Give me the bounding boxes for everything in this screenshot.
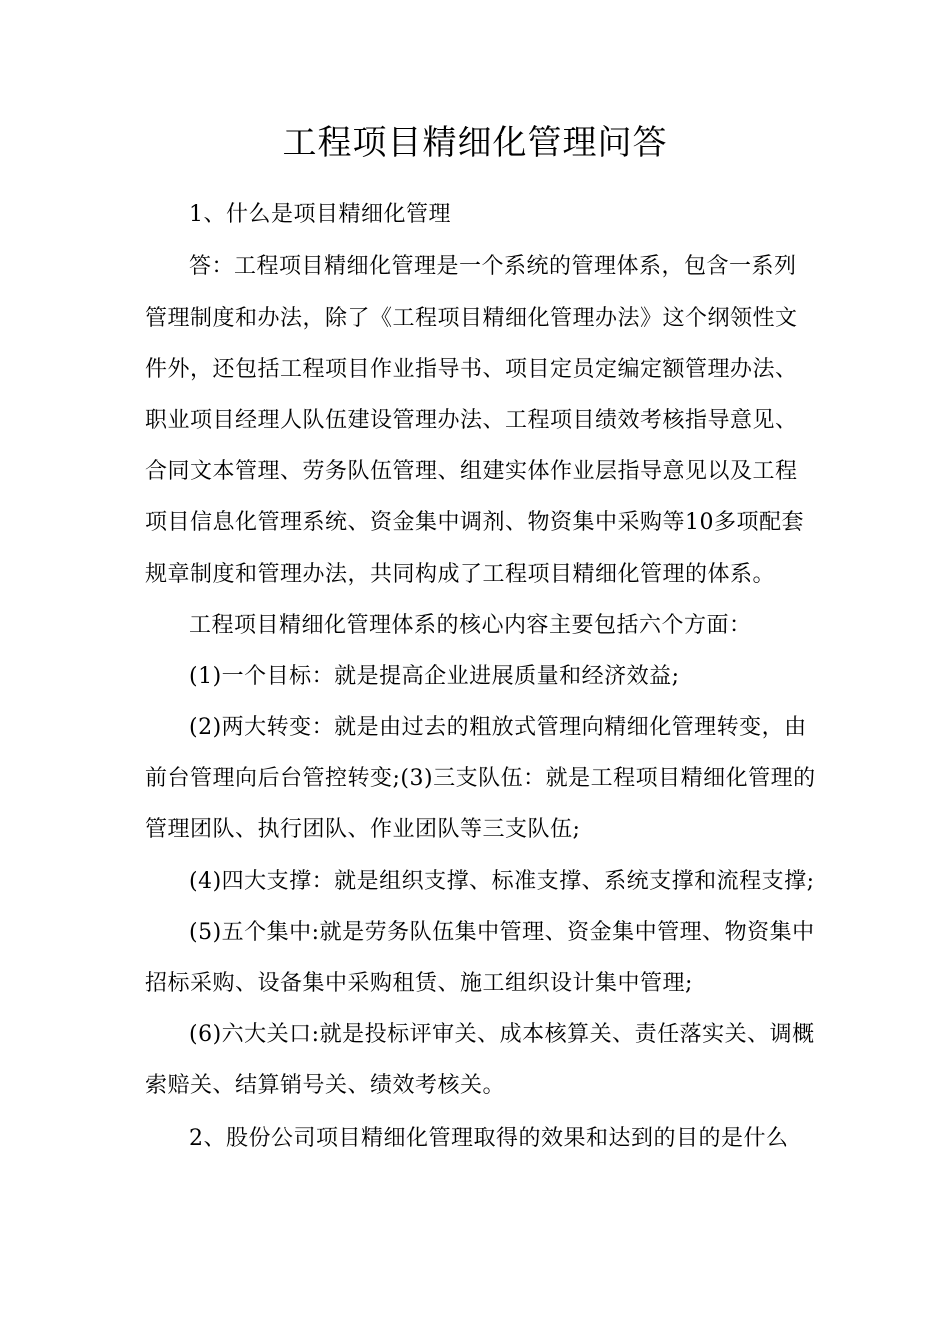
answer-1-line-1: 答：工程项目精细化管理是一个系统的管理体系，包含一系列 xyxy=(189,254,797,279)
answer-1-line-7: 规章制度和管理办法，共同构成了工程项目精细化管理的体系。 xyxy=(145,562,776,587)
core-content-intro: 工程项目精细化管理体系的核心内容主要包括六个方面： xyxy=(189,613,752,638)
answer-1-line-3: 件外，还包括工程项目作业指导书、项目定员定编定额管理办法、 xyxy=(145,357,798,382)
document-title: 工程项目精细化管理问答 xyxy=(282,123,668,163)
answer-1-line-4: 职业项目经理人队伍建设管理办法、工程项目绩效考核指导意见、 xyxy=(145,408,798,433)
question-1-heading: 1、什么是项目精细化管理 xyxy=(189,202,451,227)
answer-1-line-6: 项目信息化管理系统、资金集中调剂、物资集中采购等10多项配套 xyxy=(145,510,804,535)
answer-1-line-2: 管理制度和办法，除了《工程项目精细化管理办法》这个纲领性文 xyxy=(145,306,798,331)
item-2-line-2: 前台管理向后台管控转变;(3)三支队伍：就是工程项目精细化管理的 xyxy=(145,766,816,791)
question-2-heading: 2、股份公司项目精细化管理取得的效果和达到的目的是什么 xyxy=(189,1126,789,1151)
item-5-line-2: 招标采购、设备集中采购租赁、施工组织设计集中管理; xyxy=(145,971,693,996)
item-3-line-2: 管理团队、执行团队、作业团队等三支队伍; xyxy=(145,817,581,842)
answer-1-line-5: 合同文本管理、劳务队伍管理、组建实体作业层指导意见以及工程 xyxy=(145,459,798,484)
item-5-line-1: (5)五个集中:就是劳务队伍集中管理、资金集中管理、物资集中 xyxy=(189,920,815,945)
item-6-line-2: 索赔关、结算销号关、绩效考核关。 xyxy=(145,1073,506,1098)
item-2-line-1: (2)两大转变：就是由过去的粗放式管理向精细化管理转变，由 xyxy=(189,715,807,740)
item-4-line-1: (4)四大支撑：就是组织支撑、标准支撑、系统支撑和流程支撑; xyxy=(189,869,815,894)
item-1-line-1: (1)一个目标：就是提高企业进展质量和经济效益; xyxy=(189,664,680,689)
item-6-line-1: (6)六大关口:就是投标评审关、成本核算关、责任落实关、调概 xyxy=(189,1022,815,1047)
